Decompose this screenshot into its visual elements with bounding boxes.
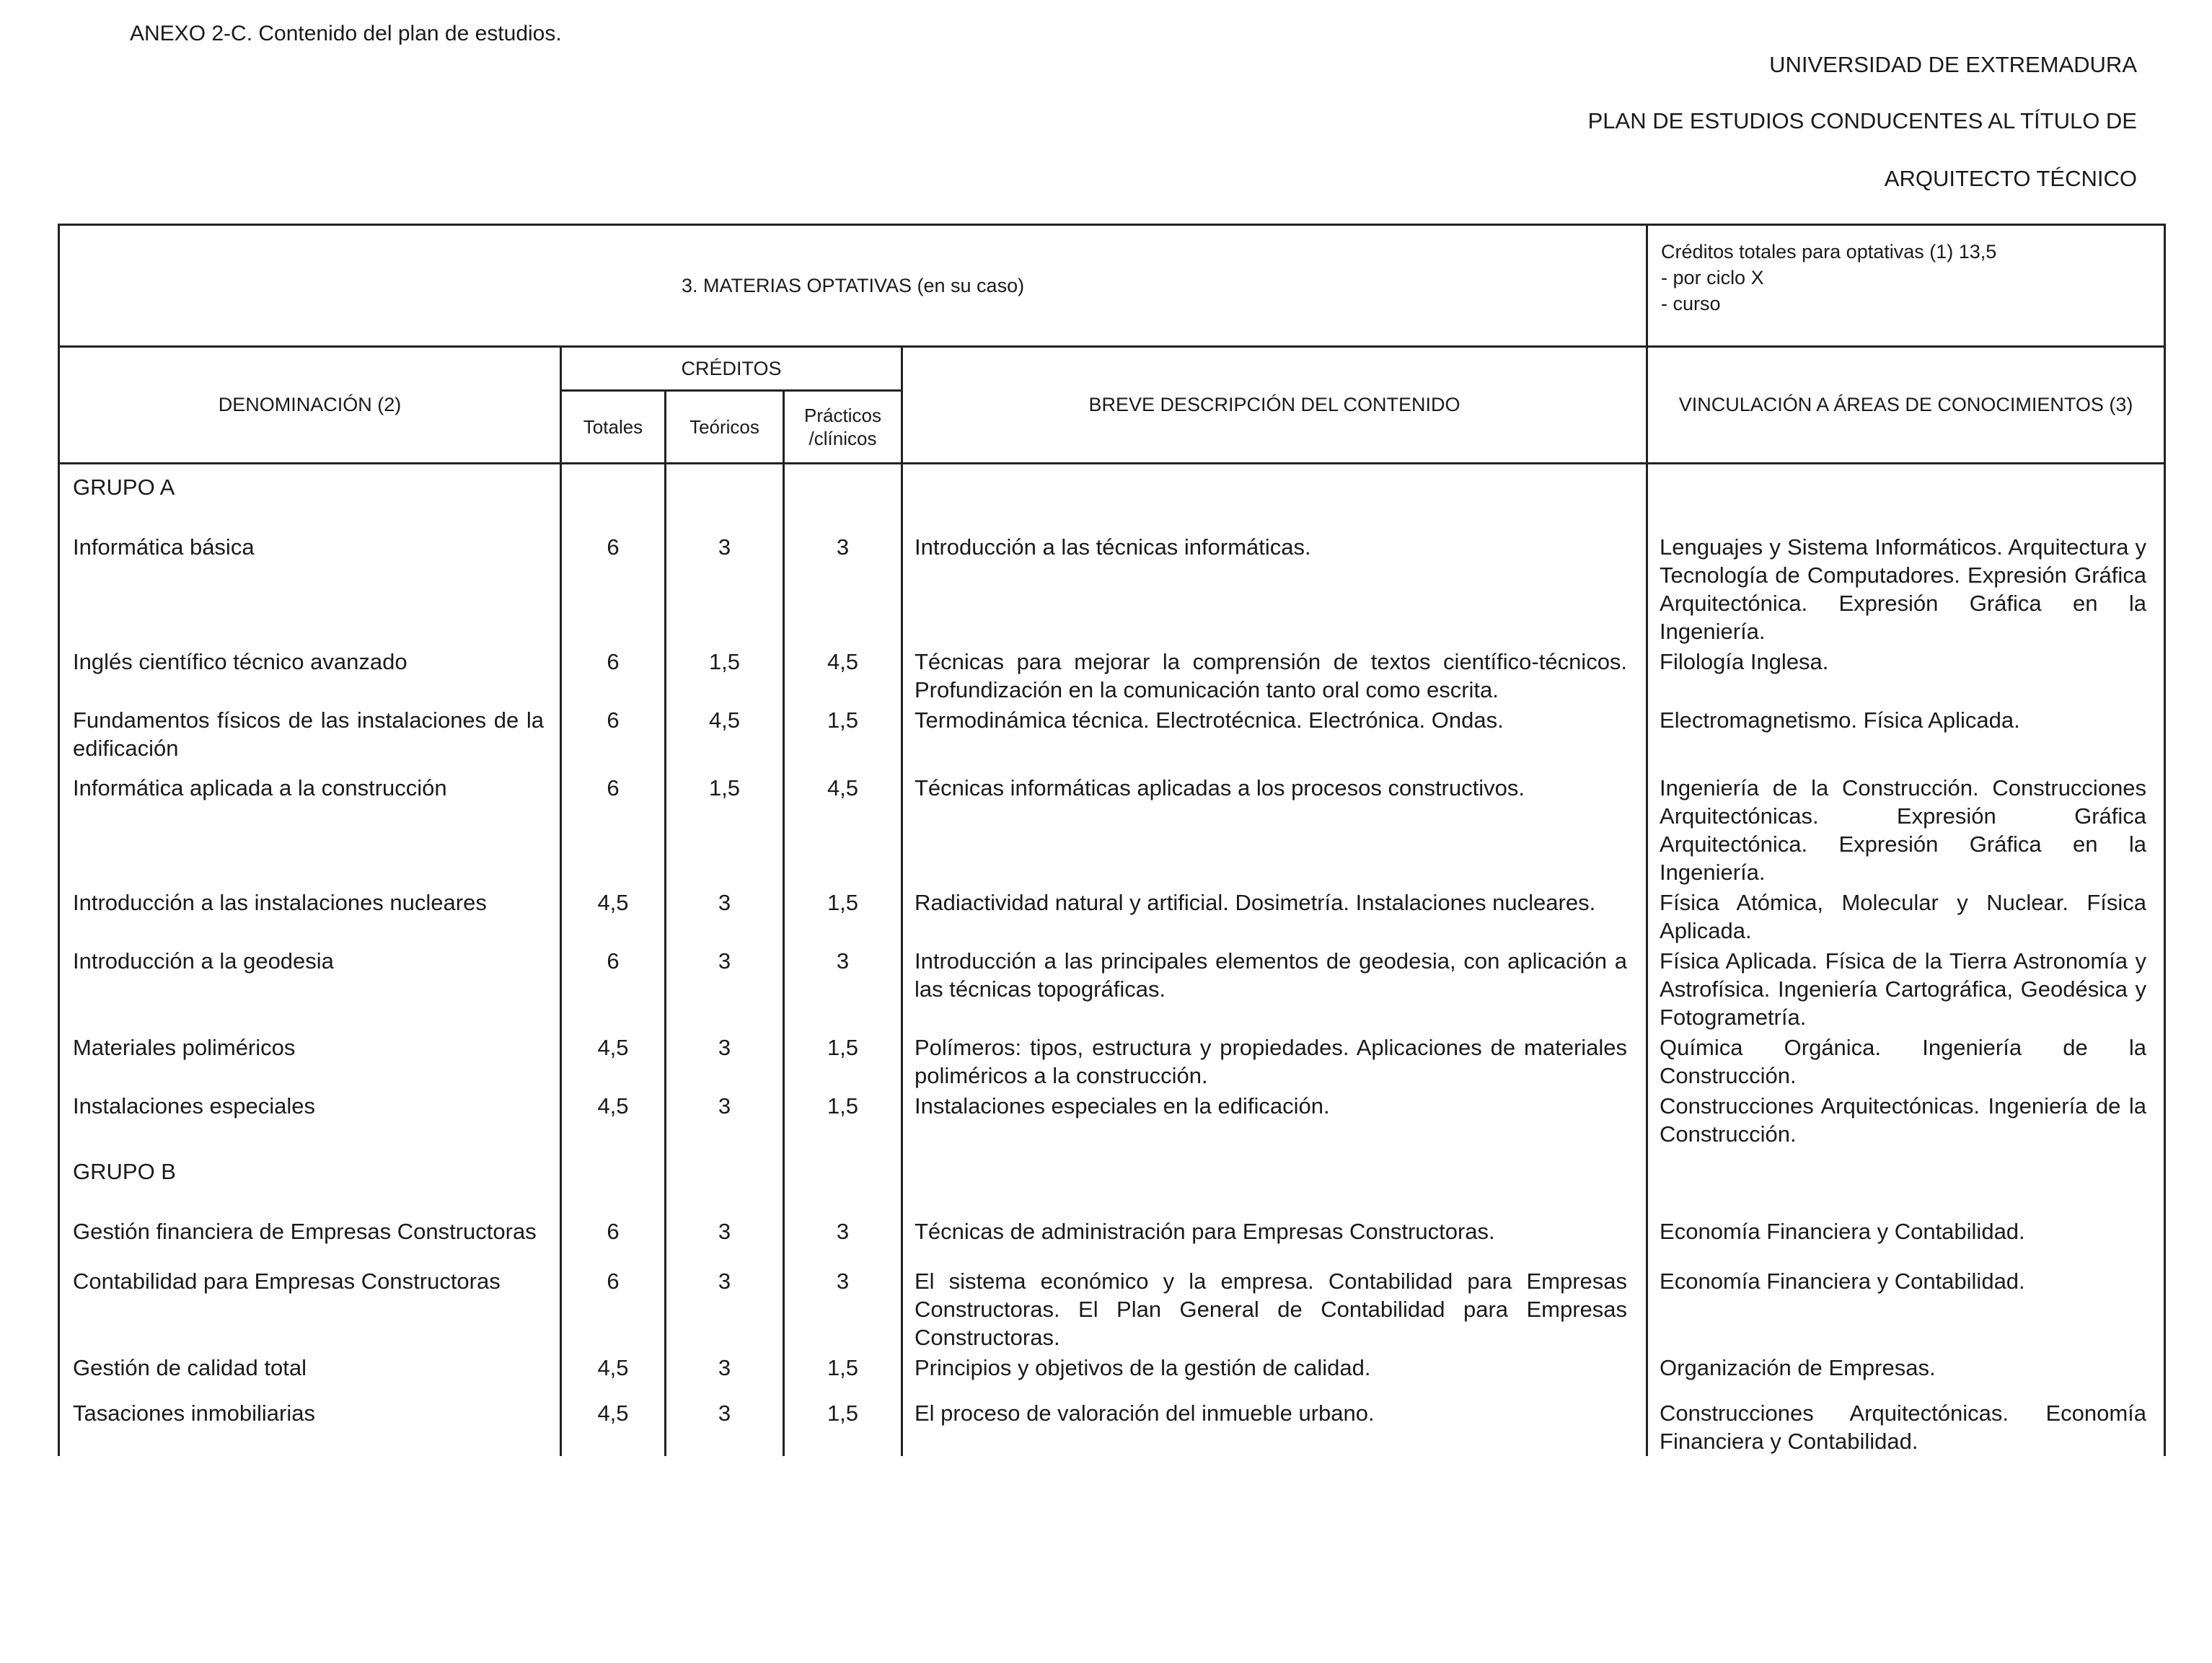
subject-name: Gestión de calidad total bbox=[59, 1352, 561, 1398]
knowledge-area: Física Atómica, Molecular y Nuclear. Física Aplicada. bbox=[1647, 887, 2165, 945]
credits-practice: 1,5 bbox=[784, 887, 902, 945]
credits-total: 4,5 bbox=[561, 1398, 666, 1456]
credits-theory: 3 bbox=[666, 1032, 784, 1090]
subject-description: Introducción a las técnicas informáticas. bbox=[902, 531, 1647, 646]
credits-summary bbox=[1647, 225, 2165, 347]
group-label: GRUPO B bbox=[59, 1149, 561, 1216]
table-row bbox=[59, 887, 2165, 945]
credits-total: 6 bbox=[561, 646, 666, 705]
table-row bbox=[59, 646, 2165, 705]
credits-total: 6 bbox=[561, 945, 666, 1032]
subject-name: Fundamentos físicos de las instalaciones de la edificación bbox=[59, 705, 561, 772]
university-name: UNIVERSIDAD DE EXTREMADURA bbox=[1769, 52, 2137, 77]
credits-practice: 1,5 bbox=[784, 1090, 902, 1149]
credits-theory: 4,5 bbox=[666, 705, 784, 772]
credits-practice: 1,5 bbox=[784, 705, 902, 772]
empty-cell bbox=[561, 1149, 666, 1216]
knowledge-area: Economía Financiera y Contabilidad. bbox=[1647, 1266, 2165, 1352]
group-row bbox=[59, 1149, 2165, 1216]
credits-practice: 1,5 bbox=[784, 1032, 902, 1090]
credits-practice: 3 bbox=[784, 531, 902, 646]
credits-total: 6 bbox=[561, 531, 666, 646]
subject-name: Informática básica bbox=[59, 531, 561, 646]
credits-practice: 3 bbox=[784, 1216, 902, 1266]
credits-theory: 3 bbox=[666, 531, 784, 646]
subject-name: Introducción a las instalaciones nucleares bbox=[59, 887, 561, 945]
empty-cell bbox=[784, 1149, 902, 1216]
group-row bbox=[59, 464, 2165, 532]
subject-name: Instalaciones especiales bbox=[59, 1090, 561, 1149]
table-row bbox=[59, 945, 2165, 1032]
subject-description: Técnicas para mejorar la comprensión de textos científico-técnicos. Profundización en la comunicación tanto oral como escrita. bbox=[902, 646, 1647, 705]
subject-description: Instalaciones especiales en la edificación. bbox=[902, 1090, 1647, 1149]
knowledge-area: Lenguajes y Sistema Informáticos. Arquitectura y Tecnología de Computadores. Expresión Gráfica Arquitectónica. Expresión Gráfica en la Ingeniería. bbox=[1647, 531, 2165, 646]
subject-name: Tasaciones inmobiliarias bbox=[59, 1398, 561, 1456]
credits-practice: 3 bbox=[784, 945, 902, 1032]
subject-name: Inglés científico técnico avanzado bbox=[59, 646, 561, 705]
col-header-vinculacion: VINCULACIÓN A ÁREAS DE CONOCIMIENTOS (3) bbox=[1647, 347, 2165, 464]
credits-practice: 1,5 bbox=[784, 1352, 902, 1398]
col-header-creditos: CRÉDITOS bbox=[561, 347, 902, 391]
subject-description: Técnicas de administración para Empresas Constructoras. bbox=[902, 1216, 1647, 1266]
table-row bbox=[59, 1352, 2165, 1398]
credits-total: 6 bbox=[561, 772, 666, 887]
knowledge-area: Construcciones Arquitectónicas. Ingeniería de la Construcción. bbox=[1647, 1090, 2165, 1149]
credits-theory: 1,5 bbox=[666, 646, 784, 705]
credits-total-line: Créditos totales para optativas (1) 13,5 bbox=[1661, 241, 1997, 263]
empty-cell bbox=[784, 464, 902, 532]
empty-cell bbox=[902, 1149, 1647, 1216]
credits-theory: 3 bbox=[666, 945, 784, 1032]
subject-name: Gestión financiera de Empresas Constructoras bbox=[59, 1216, 561, 1266]
subject-description: Termodinámica técnica. Electrotécnica. Electrónica. Ondas. bbox=[902, 705, 1647, 772]
subject-description: El proceso de valoración del inmueble urbano. bbox=[902, 1398, 1647, 1456]
credits-theory: 3 bbox=[666, 1216, 784, 1266]
col-header-teoricos: Teóricos bbox=[666, 391, 784, 464]
table-row bbox=[59, 531, 2165, 646]
empty-cell bbox=[1647, 464, 2165, 532]
subject-description: Principios y objetivos de la gestión de calidad. bbox=[902, 1352, 1647, 1398]
credits-total: 4,5 bbox=[561, 887, 666, 945]
group-label: GRUPO A bbox=[59, 464, 561, 532]
plan-title-line1: PLAN DE ESTUDIOS CONDUCENTES AL TÍTULO DE bbox=[1587, 108, 2137, 133]
knowledge-area: Electromagnetismo. Física Aplicada. bbox=[1647, 705, 2165, 772]
empty-cell bbox=[666, 464, 784, 532]
subject-description: Técnicas informáticas aplicadas a los procesos constructivos. bbox=[902, 772, 1647, 887]
table-row bbox=[59, 1216, 2165, 1266]
credits-practice: 4,5 bbox=[784, 646, 902, 705]
knowledge-area: Química Orgánica. Ingeniería de la Construcción. bbox=[1647, 1032, 2165, 1090]
subject-name: Materiales poliméricos bbox=[59, 1032, 561, 1090]
optional-subjects-table bbox=[58, 224, 2166, 1456]
subject-description: Polímeros: tipos, estructura y propiedades. Aplicaciones de materiales poliméricos a la construcción. bbox=[902, 1032, 1647, 1090]
col-header-denominacion: DENOMINACIÓN (2) bbox=[59, 347, 561, 464]
credits-theory: 3 bbox=[666, 1090, 784, 1149]
empty-cell bbox=[561, 464, 666, 532]
table-row bbox=[59, 772, 2165, 887]
table-row bbox=[59, 1032, 2165, 1090]
credits-theory: 3 bbox=[666, 887, 784, 945]
knowledge-area: Filología Inglesa. bbox=[1647, 646, 2165, 705]
plan-title-line2: ARQUITECTO TÉCNICO bbox=[1884, 166, 2137, 191]
subject-name: Introducción a la geodesia bbox=[59, 945, 561, 1032]
table-row bbox=[59, 705, 2165, 772]
subject-description: Radiactividad natural y artificial. Dosimetría. Instalaciones nucleares. bbox=[902, 887, 1647, 945]
credits-total: 4,5 bbox=[561, 1090, 666, 1149]
credits-total: 6 bbox=[561, 1266, 666, 1352]
subject-name: Contabilidad para Empresas Constructoras bbox=[59, 1266, 561, 1352]
knowledge-area: Organización de Empresas. bbox=[1647, 1352, 2165, 1398]
section-title: 3. MATERIAS OPTATIVAS (en su caso) bbox=[59, 225, 1647, 347]
subjects-body bbox=[59, 464, 2165, 1457]
knowledge-area: Física Aplicada. Física de la Tierra Astronomía y Astrofísica. Ingeniería Cartográfica, Geodésica y Fotogrametría. bbox=[1647, 945, 2165, 1032]
subject-name: Informática aplicada a la construcción bbox=[59, 772, 561, 887]
credits-practice: 1,5 bbox=[784, 1398, 902, 1456]
credits-total: 6 bbox=[561, 705, 666, 772]
knowledge-area: Ingeniería de la Construcción. Construcciones Arquitectónicas. Expresión Gráfica Arquitectónica. Expresión Gráfica en la Ingeniería. bbox=[1647, 772, 2165, 887]
table-row bbox=[59, 1266, 2165, 1352]
credits-course-line: - curso bbox=[1661, 293, 1721, 314]
col-header-practicos: Prácticos /clínicos bbox=[784, 391, 902, 464]
empty-cell bbox=[666, 1149, 784, 1216]
knowledge-area: Economía Financiera y Contabilidad. bbox=[1647, 1216, 2165, 1266]
col-header-descripcion: BREVE DESCRIPCIÓN DEL CONTENIDO bbox=[902, 347, 1647, 464]
table-row bbox=[59, 1398, 2165, 1456]
subject-description: El sistema económico y la empresa. Contabilidad para Empresas Constructoras. El Plan General de Contabilidad para Empresas Constructoras. bbox=[902, 1266, 1647, 1352]
credits-practice: 3 bbox=[784, 1266, 902, 1352]
credits-theory: 1,5 bbox=[666, 772, 784, 887]
empty-cell bbox=[1647, 1149, 2165, 1216]
empty-cell bbox=[902, 464, 1647, 532]
credits-theory: 3 bbox=[666, 1352, 784, 1398]
credits-theory: 3 bbox=[666, 1266, 784, 1352]
credits-total: 6 bbox=[561, 1216, 666, 1266]
credits-theory: 3 bbox=[666, 1398, 784, 1456]
table-row bbox=[59, 1090, 2165, 1149]
col-header-totales: Totales bbox=[561, 391, 666, 464]
subject-description: Introducción a las principales elementos de geodesia, con aplicación a las técnicas topográficas. bbox=[902, 945, 1647, 1032]
annex-title: ANEXO 2-C. Contenido del plan de estudios. bbox=[130, 22, 562, 45]
knowledge-area: Construcciones Arquitectónicas. Economía Financiera y Contabilidad. bbox=[1647, 1398, 2165, 1456]
credits-total: 4,5 bbox=[561, 1352, 666, 1398]
credits-cycle-line: - por ciclo X bbox=[1661, 267, 1764, 288]
credits-total: 4,5 bbox=[561, 1032, 666, 1090]
credits-practice: 4,5 bbox=[784, 772, 902, 887]
